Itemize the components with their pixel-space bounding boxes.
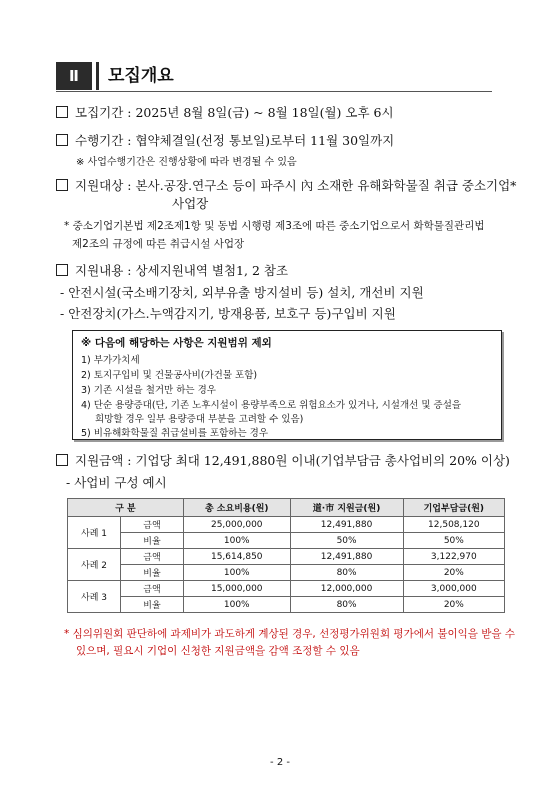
table-cell: 12,000,000 xyxy=(290,581,403,597)
table-cell: 3,122,970 xyxy=(403,549,504,565)
exclusion-item: 2) 토지구입비 및 건물공사비(가건물 포함) xyxy=(81,370,258,381)
table-row xyxy=(68,533,505,549)
checkbox-icon xyxy=(56,106,68,118)
table-header: 총 소요비용(원) xyxy=(184,499,291,517)
table-cell: 12,508,120 xyxy=(403,517,504,533)
table-cell: 50% xyxy=(290,533,403,549)
case-name: 사례 1 xyxy=(68,517,121,549)
table-header-row xyxy=(68,499,505,517)
table-cell: 금액 xyxy=(121,549,184,565)
table-row xyxy=(68,517,505,533)
amount-value: 기업당 최대 12,491,880원 이내(기업부담금 총사업비의 20% 이상) xyxy=(135,453,510,468)
target-note-1: * 중소기업기본법 제2조제1항 및 동법 시행령 제3조에 따른 중소기업으로서 화학물질관리법 xyxy=(64,220,485,232)
case-name: 사례 2 xyxy=(68,549,121,581)
content-line: 지원내용 : 상세지원내역 별첨1, 2 참조 xyxy=(56,262,288,280)
table-cell: 100% xyxy=(184,533,291,549)
table-cell: 100% xyxy=(184,597,291,613)
execution-note: ※ 사업수행기간은 진행상황에 따라 변경될 수 있음 xyxy=(76,157,297,168)
checkbox-icon xyxy=(56,179,68,191)
amount-label: 지원금액 xyxy=(75,453,124,468)
table-header: 구 분 xyxy=(68,499,184,517)
table-cell: 비율 xyxy=(121,597,184,613)
exclusion-box xyxy=(72,330,502,440)
table-cell: 12,491,880 xyxy=(290,549,403,565)
target-line: 지원대상 : 본사․공장․연구소 등이 파주시 內 소재한 유해화학물질 취급 중소기업* xyxy=(56,177,516,195)
table-cell: 15,000,000 xyxy=(184,581,291,597)
page-number: - 2 - xyxy=(270,757,290,768)
period-value: 2025년 8월 8일(금) ~ 8월 18일(월) 오후 6시 xyxy=(135,105,394,120)
table-cell: 비율 xyxy=(121,565,184,581)
target-value-cont: 사업장 xyxy=(172,196,209,211)
table-cell: 25,000,000 xyxy=(184,517,291,533)
table-row xyxy=(68,597,505,613)
section-divider xyxy=(96,62,99,90)
amount-line: 지원금액 : 기업당 최대 12,491,880원 이내(기업부담금 총사업비의 20% 이상) xyxy=(56,452,510,470)
checkbox-icon xyxy=(56,134,68,146)
exclusion-item: 3) 기존 시설을 철거만 하는 경우 xyxy=(81,385,216,396)
checkbox-icon xyxy=(56,454,68,466)
content-value: 상세지원내역 별첨1, 2 참조 xyxy=(135,263,289,278)
case-name: 사례 3 xyxy=(68,581,121,613)
table-row xyxy=(68,581,505,597)
table-row xyxy=(68,549,505,565)
execution-line: 수행기간 : 협약체결일(선정 통보일)로부터 11월 30일까지 xyxy=(56,132,394,150)
table-row xyxy=(68,565,505,581)
table-cell: 80% xyxy=(290,565,403,581)
exclusion-item-cont: 희망할 경우 일부 용량증대 부분을 고려할 수 있음) xyxy=(95,414,304,425)
target-value: 본사․공장․연구소 등이 파주시 內 소재한 유해화학물질 취급 중소기업* xyxy=(135,178,517,193)
table-cell: 15,614,850 xyxy=(184,549,291,565)
warning-line-1: * 심의위원회 판단하에 과제비가 과도하게 계상된 경우, 선정평가위원회 평가에서 불이익을 받을 수 xyxy=(64,628,516,640)
composition-label: - 사업비 구성 예시 xyxy=(66,475,167,490)
content-item-1: - 안전시설(국소배기장치, 외부유출 방지설비 등) 설치, 개선비 지원 xyxy=(60,285,424,300)
section-title: 모집개요 xyxy=(108,66,174,86)
table-cell: 50% xyxy=(403,533,504,549)
table-cell: 3,000,000 xyxy=(403,581,504,597)
warning-line-2: 있으며, 필요시 기업이 신청한 지원금액을 감액 조정할 수 있음 xyxy=(76,645,360,657)
table-cell: 금액 xyxy=(121,517,184,533)
table-cell: 20% xyxy=(403,565,504,581)
exclusion-item: 5) 비유해화학물질 취급설비를 포함하는 경우 xyxy=(81,428,269,439)
exclusion-item: 4) 단순 용량증대(단, 기존 노후시설이 용량부족으로 위험요소가 있거나, 시설개선 및 증설을 xyxy=(81,400,462,411)
table-header: 기업부담금(원) xyxy=(403,499,504,517)
table-header: 道·市 지원금(원) xyxy=(290,499,403,517)
period-line: 모집기간 : 2025년 8월 8일(금) ~ 8월 18일(월) 오후 6시 xyxy=(56,104,394,122)
content-item-2: - 안전장치(가스․누액감지기, 방재용품, 보호구 등)구입비 지원 xyxy=(60,306,396,321)
execution-value: 협약체결일(선정 통보일)로부터 11월 30일까지 xyxy=(135,133,395,148)
section-rule xyxy=(56,91,492,92)
table-cell: 20% xyxy=(403,597,504,613)
execution-label: 수행기간 xyxy=(75,133,124,148)
table-cell: 12,491,880 xyxy=(290,517,403,533)
section-number: Ⅱ xyxy=(56,62,92,90)
target-label: 지원대상 xyxy=(75,178,124,193)
table-cell: 100% xyxy=(184,565,291,581)
period-label: 모집기간 xyxy=(75,105,124,120)
table-cell: 금액 xyxy=(121,581,184,597)
table-cell: 80% xyxy=(290,597,403,613)
target-note-2: 제2조의 규정에 따른 취급시설 사업장 xyxy=(72,238,245,250)
exclusion-item: 1) 부가가치세 xyxy=(81,355,140,366)
cost-table xyxy=(67,498,505,613)
checkbox-icon xyxy=(56,264,68,276)
content-label: 지원내용 xyxy=(75,263,124,278)
exclusion-title: ※ 다음에 해당하는 사항은 지원범위 제외 xyxy=(81,337,272,349)
table-cell: 비율 xyxy=(121,533,184,549)
